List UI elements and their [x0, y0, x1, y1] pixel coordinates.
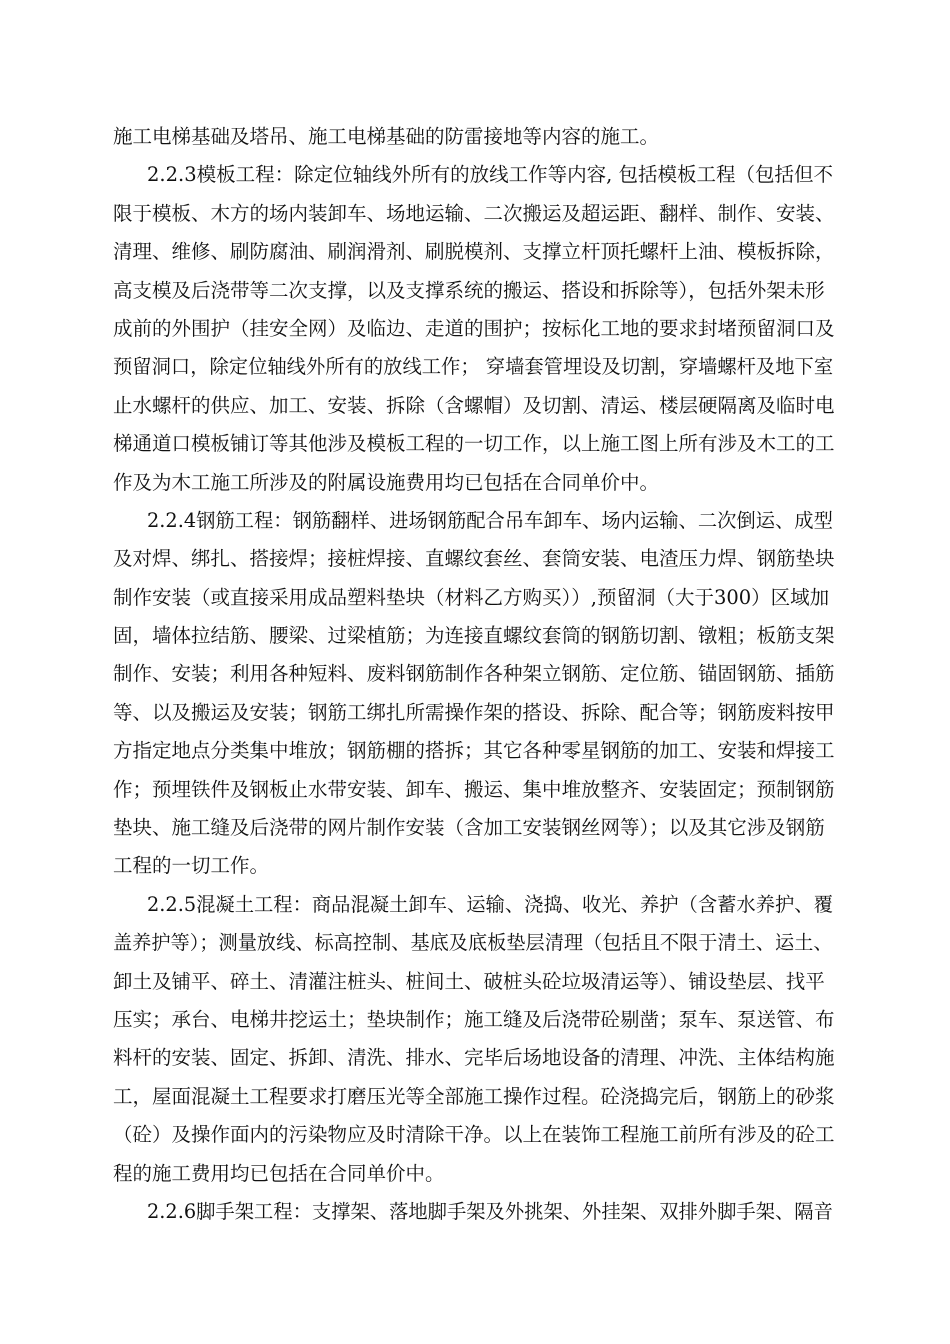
text-line: 成前的外围护（挂安全网）及临边、走道的围护；按标化工地的要求封堵预留洞口及: [113, 316, 835, 340]
text-line: 施工电梯基础及塔吊、施工电梯基础的防雷接地等内容的施工。: [113, 125, 660, 148]
text-line: 程的施工费用均已包括在合同单价中。: [113, 1161, 445, 1185]
text-line: 高支模及后浇带等二次支撑，以及支撑系统的搬运、搭设和拆除等），包括外架未形: [113, 278, 825, 302]
text-line: 止水螺杆的供应、加工、安装、拆除（含螺帽）及切割、清运、楼层硬隔离及临时电: [113, 393, 835, 417]
text-line: 等、以及搬运及安装；钢筋工绑扎所需操作架的搭设、拆除、配合等；钢筋废料按甲: [113, 700, 835, 724]
text-line: 清理、维修、刷防腐油、刷润滑剂、刷脱模剂、支撑立杆顶托螺杆上油、模板拆除，: [113, 240, 835, 264]
text-line: 卸土及铺平、碎土、清灌注桩头、桩间土、破桩头砼垃圾清运等）、铺设垫层、找平: [113, 969, 825, 993]
text-line: 预留洞口，除定位轴线外所有的放线工作； 穿墙套管埋设及切割，穿墙螺杆及地下室: [113, 355, 834, 379]
text-line: 垫块、施工缝及后浇带的网片制作安装（含加工安装钢丝网等）；以及其它涉及钢筋: [113, 816, 825, 840]
text-line: 工程的一切工作。: [113, 854, 270, 878]
text-line: （砼）及操作面内的污染物应及时清除干净。以上在装饰工程施工前所有涉及的砼工: [113, 1123, 835, 1147]
document-body: [113, 118, 837, 1231]
text-line: 限于模板、木方的场内装卸车、场地运输、二次搬运及超运距、翻样、制作、安装、: [113, 201, 835, 225]
section-heading-line: 2.2.6脚手架工程：支撑架、落地脚手架及外挑架、外挂架、双排外脚手架、隔音: [147, 1199, 833, 1223]
text-line: 方指定地点分类集中堆放；钢筋棚的搭拆；其它各种零星钢筋的加工、安装和焊接工: [113, 739, 835, 763]
text-line: 固，墙体拉结筋、腰梁、过梁植筋；为连接直螺纹套筒的钢筋切割、镦粗；板筋支架: [113, 624, 835, 648]
text-line: 压实；承台、电梯井挖运土；垫块制作；施工缝及后浇带砼剔凿；泵车、泵送管、布: [113, 1007, 835, 1031]
text-line: 制作、安装；利用各种短料、废料钢筋制作各种架立钢筋、定位筋、锚固钢筋、插筋: [113, 662, 835, 686]
text-line: 作；预埋铁件及钢板止水带安装、卸车、搬运、集中堆放整齐、安装固定；预制钢筋: [113, 777, 835, 801]
text-line: 及对焊、绑扎、搭接焊；接桩焊接、直螺纹套丝、套筒安装、电渣压力焊、钢筋垫块: [113, 547, 835, 571]
text-line: 盖养护等）；测量放线、标高控制、基底及底板垫层清理（包括且不限于清土、运土、: [113, 931, 833, 955]
text-line: 梯通道口模板铺订等其他涉及模板工程的一切工作，以上施工图上所有涉及木工的工: [113, 432, 835, 456]
text-line: 制作安装（或直接采用成品塑料垫块（材料乙方购买））,预留洞（大于300）区域加: [113, 585, 830, 609]
text-line: 工，屋面混凝土工程要求打磨压光等全部施工操作过程。砼浇捣完后，钢筋上的砂浆: [113, 1084, 835, 1108]
section-heading-line: 2.2.5混凝土工程：商品混凝土卸车、运输、浇捣、收光、养护（含蓄水养护、覆: [147, 892, 833, 916]
text-line: 作及为木工施工所涉及的附属设施费用均已包括在合同单价中。: [113, 470, 660, 494]
section-heading-line: 2.2.3模板工程：除定位轴线外所有的放线工作等内容, 包括模板工程（包括但不: [147, 163, 834, 187]
text-line: 料杆的安装、固定、拆卸、清洗、排水、完毕后场地设备的清理、冲洗、主体结构施: [113, 1046, 835, 1070]
section-heading-line: 2.2.4钢筋工程：钢筋翻样、进场钢筋配合吊车卸车、场内运输、二次倒运、成型: [147, 508, 833, 532]
